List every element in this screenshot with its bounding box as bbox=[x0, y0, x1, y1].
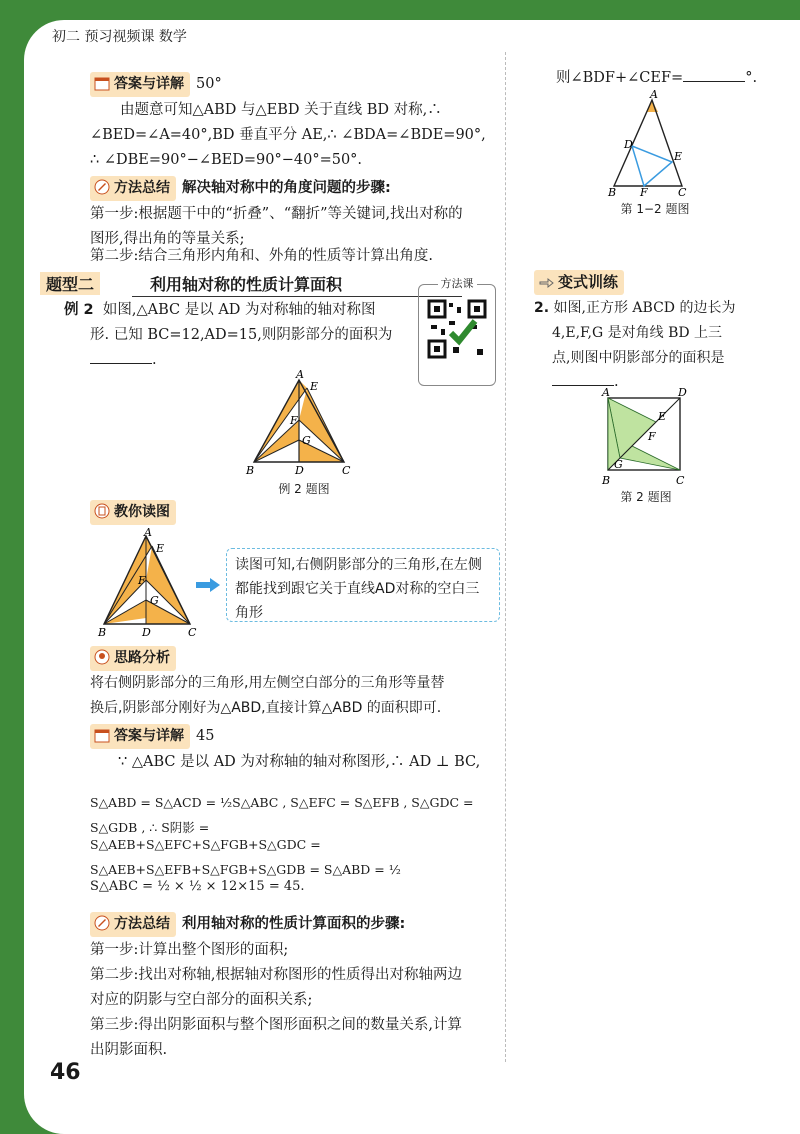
answer-block-1 bbox=[90, 72, 510, 97]
svg-text:G: G bbox=[614, 458, 623, 471]
svg-text:B: B bbox=[98, 626, 107, 639]
pointing-hand-icon bbox=[538, 274, 554, 290]
calendar-icon bbox=[94, 727, 110, 743]
answer1-line3: ∴ ∠DBE=90°−∠BED=90°−40°=50°. bbox=[90, 152, 363, 168]
thinking-line2: 换后,阴影部分刚好为△ABD,直接计算△ABD 的面积即可. bbox=[90, 700, 442, 716]
label-G: G bbox=[302, 434, 311, 447]
page-number: 46 bbox=[50, 1060, 81, 1085]
page-header: 初二 预习视频课 数学 bbox=[52, 29, 187, 45]
type-heading bbox=[40, 272, 440, 296]
answer1-line2: ∠BED=∠A=40°,BD 垂直平分 AE,∴ ∠BDA=∠BDE=90°, bbox=[90, 127, 486, 143]
variant-heading: 变式训练 bbox=[534, 270, 734, 296]
question-2-line2: 4,E,F,G 是对角线 BD 上三 bbox=[552, 325, 723, 341]
pencil-hand-icon bbox=[94, 915, 110, 931]
label-F: F bbox=[290, 414, 298, 427]
svg-text:B: B bbox=[608, 186, 617, 199]
method1-line2: 图形,得出角的等量关系; bbox=[90, 231, 245, 247]
question-2-blank-line: . bbox=[552, 370, 652, 395]
svg-text:E: E bbox=[674, 150, 683, 163]
label-C: C bbox=[342, 464, 351, 477]
thinking-line1: 将右侧阴影部分的三角形,用左侧空白部分的三角形等量替 bbox=[90, 675, 445, 691]
figure-1-2-caption: 第 1−2 题图 bbox=[620, 202, 690, 216]
svg-text:C: C bbox=[676, 474, 685, 487]
svg-text:D: D bbox=[624, 138, 633, 151]
method-summary-1: 方法总结 解决轴对称中的角度问题的步骤: bbox=[90, 176, 510, 201]
read-figure-heading: 教你读图 bbox=[90, 500, 290, 525]
type-title: 利用轴对称的性质计算面积 bbox=[150, 275, 343, 294]
svg-text:C: C bbox=[678, 186, 687, 199]
method2-line1: 第一步:计算出整个图形的面积; bbox=[90, 942, 289, 958]
answer-value: 50° bbox=[196, 76, 222, 92]
example-line2: 形. 已知 BC=12,AD=15,则阴影部分的面积为 bbox=[90, 327, 393, 343]
svg-text:A: A bbox=[602, 388, 610, 399]
arrow-right-icon bbox=[196, 578, 220, 592]
example-label: 例 2 bbox=[64, 302, 94, 318]
figure-2 bbox=[600, 388, 690, 488]
figure-1-2 bbox=[606, 90, 696, 200]
method1-line1: 第一步:根据题干中的“折叠”、“翻折”等关键词,找出对称的 bbox=[90, 206, 463, 222]
method2-title: 利用轴对称的性质计算面积的步骤: bbox=[182, 916, 406, 932]
method2-line4: 第三步:得出阴影面积与整个图形面积之间的数量关系,计算 bbox=[90, 1017, 462, 1033]
svg-text:C: C bbox=[188, 626, 197, 639]
qr-code-icon bbox=[427, 299, 487, 359]
figure-2-caption: 第 2 题图 bbox=[620, 490, 672, 504]
method2-line2: 第二步:找出对称轴,根据轴对称图形的性质得出对称轴两边 bbox=[90, 967, 462, 983]
method2-line3: 对应的阴影与空白部分的面积关系; bbox=[90, 992, 313, 1008]
svg-text:A: A bbox=[650, 90, 658, 101]
lightbulb-icon bbox=[94, 649, 110, 665]
calendar-icon bbox=[94, 75, 110, 91]
svg-text:A: A bbox=[144, 528, 152, 539]
answer-blank[interactable] bbox=[683, 81, 745, 82]
answer2-line2: S△ABD = S△ACD = ½S△ABC , S△EFC = S△EFB , S△GDC = S△GDB , ∴ S阴影 = bbox=[90, 795, 474, 835]
example-line1: 如图,△ABC 是以 AD 为对称轴的轴对称图 bbox=[102, 302, 376, 318]
svg-text:E: E bbox=[156, 542, 165, 555]
label-D: D bbox=[295, 464, 304, 477]
answer1-line1: 由题意可知△ABD 与△EBD 关于直线 BD 对称,∴ bbox=[120, 102, 442, 118]
answer-blank[interactable] bbox=[552, 385, 614, 386]
book-icon bbox=[94, 503, 110, 519]
svg-text:F: F bbox=[640, 186, 648, 199]
question-2: 2. 如图,正方形 ABCD 的边长为 bbox=[534, 300, 736, 316]
svg-text:B: B bbox=[602, 474, 611, 487]
read-figure bbox=[94, 528, 204, 640]
answer-block-2: 答案与详解 45 bbox=[90, 724, 390, 749]
answer2-value: 45 bbox=[196, 728, 215, 744]
answer-badge: 答案与详解 bbox=[90, 72, 190, 97]
pencil-hand-icon bbox=[94, 179, 110, 195]
qr-label: 方法课 bbox=[438, 277, 477, 290]
example-figure-caption: 例 2 题图 bbox=[278, 482, 330, 496]
label-A: A bbox=[296, 370, 304, 381]
label-E: E bbox=[310, 380, 319, 393]
example-2 bbox=[64, 298, 414, 323]
svg-text:F: F bbox=[138, 574, 146, 587]
method-title: 解决轴对称中的角度问题的步骤: bbox=[182, 180, 391, 196]
thinking-heading: 思路分析 bbox=[90, 646, 290, 671]
method2-line5: 出阴影面积. bbox=[90, 1042, 168, 1058]
read-figure-box: 读图可知,右侧阴影部分的三角形,在左侧都能找到跟它关于直线AD对称的空白三角形 bbox=[226, 548, 500, 622]
right-top-line: 则∠BDF+∠CEF= °. bbox=[556, 70, 758, 86]
answer-blank[interactable] bbox=[90, 363, 152, 364]
svg-text:E: E bbox=[658, 410, 667, 423]
answer2-line4: S△ABC = ½ × ½ × 12×15 = 45. bbox=[90, 879, 305, 894]
label-B: B bbox=[246, 464, 255, 477]
type-label: 题型二 bbox=[40, 272, 100, 295]
answer2-line3: S△AEB+S△EFC+S△FGB+S△GDC = S△AEB+S△EFB+S△FGB+S△GDB = S△ABD = ½ bbox=[90, 837, 401, 877]
question-2-line3: 点,则图中阴影部分的面积是 bbox=[552, 350, 725, 366]
method1-line3: 第二步:结合三角形内角和、外角的性质等计算出角度. bbox=[90, 248, 433, 264]
svg-text:D: D bbox=[142, 626, 151, 639]
answer2-line1: ∵ △ABC 是以 AD 为对称轴的轴对称图形,∴ AD ⊥ BC, bbox=[118, 754, 481, 770]
method-summary-2: 方法总结 利用轴对称的性质计算面积的步骤: bbox=[90, 912, 520, 937]
svg-text:D: D bbox=[678, 388, 687, 399]
svg-text:G: G bbox=[150, 594, 159, 607]
example-answer-line: . bbox=[90, 348, 430, 373]
example-2-figure bbox=[244, 370, 364, 482]
svg-text:F: F bbox=[648, 430, 656, 443]
